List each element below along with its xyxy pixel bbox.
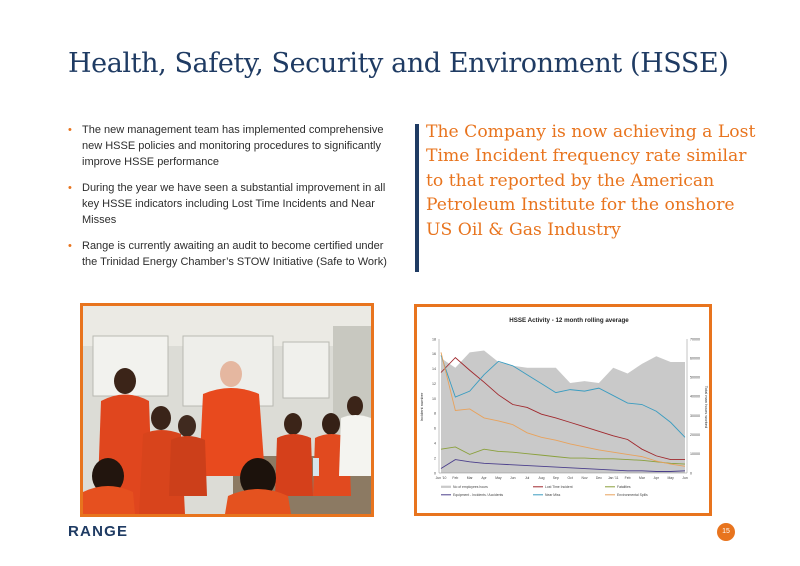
y2-tick-label: 50000 <box>690 375 700 380</box>
chart-title: HSSE Activity - 12 month rolling average <box>509 317 629 324</box>
y2-tick-label: 20000 <box>690 433 700 438</box>
legend-label: Equipment - Incidents / Accidents <box>453 493 504 497</box>
y2-tick-label: 30000 <box>690 413 700 418</box>
y-tick-label: 2 <box>434 456 436 461</box>
y-tick-label: 4 <box>434 441 436 446</box>
x-tick-label: Apr <box>481 476 487 480</box>
y-axis-label: Incident number <box>419 392 424 422</box>
bullet-list <box>66 122 394 280</box>
photo-frame <box>80 303 374 517</box>
quote-accent-bar <box>415 124 419 272</box>
y2-tick-label: 40000 <box>690 394 700 399</box>
x-tick-label: May <box>667 476 674 480</box>
x-tick-label: Oct <box>567 476 573 480</box>
chart-frame <box>414 304 712 516</box>
page-number: 15 <box>717 523 735 541</box>
y2-tick-label: 70000 <box>690 337 700 342</box>
x-tick-label: Dec <box>595 476 602 480</box>
highlight-quote: The Company is now achieving a Lost Time Incident frequency rate similar to that reported by the American Petroleum Institute for the onshore US Oil & Gas Industry <box>426 122 756 240</box>
x-tick-label: May <box>495 476 502 480</box>
x-tick-label: Jul <box>524 476 530 480</box>
range-logo <box>68 522 138 540</box>
x-tick-label: Jun <box>682 476 688 480</box>
x-tick-label: Sep <box>552 476 559 480</box>
y-tick-label: 16 <box>432 352 436 357</box>
x-tick-label: Nov <box>581 476 588 480</box>
legend-label: Fatalities <box>617 485 631 489</box>
y2-axis-label: Total man hours worked <box>704 385 709 429</box>
training-session-photo-icon <box>83 306 371 514</box>
x-tick-label: Mar <box>639 476 645 480</box>
legend-label: No of employees hours <box>453 485 488 489</box>
bullet-text: Range is currently awaiting an audit to become certified under the Trinidad Energy Chamber’s STOW Initiative (Safe to Work) <box>82 240 387 268</box>
bullet-icon: • <box>68 182 72 194</box>
bullet-icon: • <box>68 124 72 136</box>
x-tick-label: Jun '10 <box>435 476 447 480</box>
bullet-item <box>66 180 394 228</box>
range-logo-text: RANGE <box>68 523 129 540</box>
x-tick-label: Mar <box>466 476 473 480</box>
x-tick-label: Apr <box>653 476 659 480</box>
y2-tick-label: 10000 <box>690 452 700 457</box>
x-tick-label: Jun <box>510 476 516 480</box>
area-series-employee-hours <box>441 350 685 473</box>
bullet-item <box>66 122 394 170</box>
y-tick-label: 10 <box>432 396 436 401</box>
x-tick-label: Aug <box>538 476 545 480</box>
y-tick-label: 12 <box>432 381 436 386</box>
x-tick-label: Feb <box>452 476 459 480</box>
y2-tick-label: 0 <box>690 471 692 476</box>
bullet-text: The new management team has implemented comprehensive new HSSE policies and monitoring procedures to significantly improve HSSE performance <box>82 124 384 168</box>
bullet-item <box>66 238 394 270</box>
y-tick-label: 6 <box>434 426 436 431</box>
bullet-text: During the year we have seen a substantial improvement in all key HSSE indicators including Lost Time Incidents and Near Misses <box>82 182 386 226</box>
hsse-activity-chart <box>417 307 709 513</box>
page-title: Health, Safety, Security and Environment (HSSE) <box>68 48 729 79</box>
y-tick-label: 14 <box>432 367 436 372</box>
legend-label: Lost Time Incident <box>545 485 573 489</box>
x-tick-label: Feb <box>624 476 631 480</box>
y-tick-label: 0 <box>434 471 436 476</box>
bullet-icon: • <box>68 240 72 252</box>
legend-label: Environmental Spills <box>617 493 648 497</box>
y2-tick-label: 60000 <box>690 356 700 361</box>
y-tick-label: 8 <box>434 411 436 416</box>
x-tick-label: Jan '11 <box>607 476 619 480</box>
y-tick-label: 18 <box>432 337 436 342</box>
legend-label: Near Miss <box>545 493 561 497</box>
